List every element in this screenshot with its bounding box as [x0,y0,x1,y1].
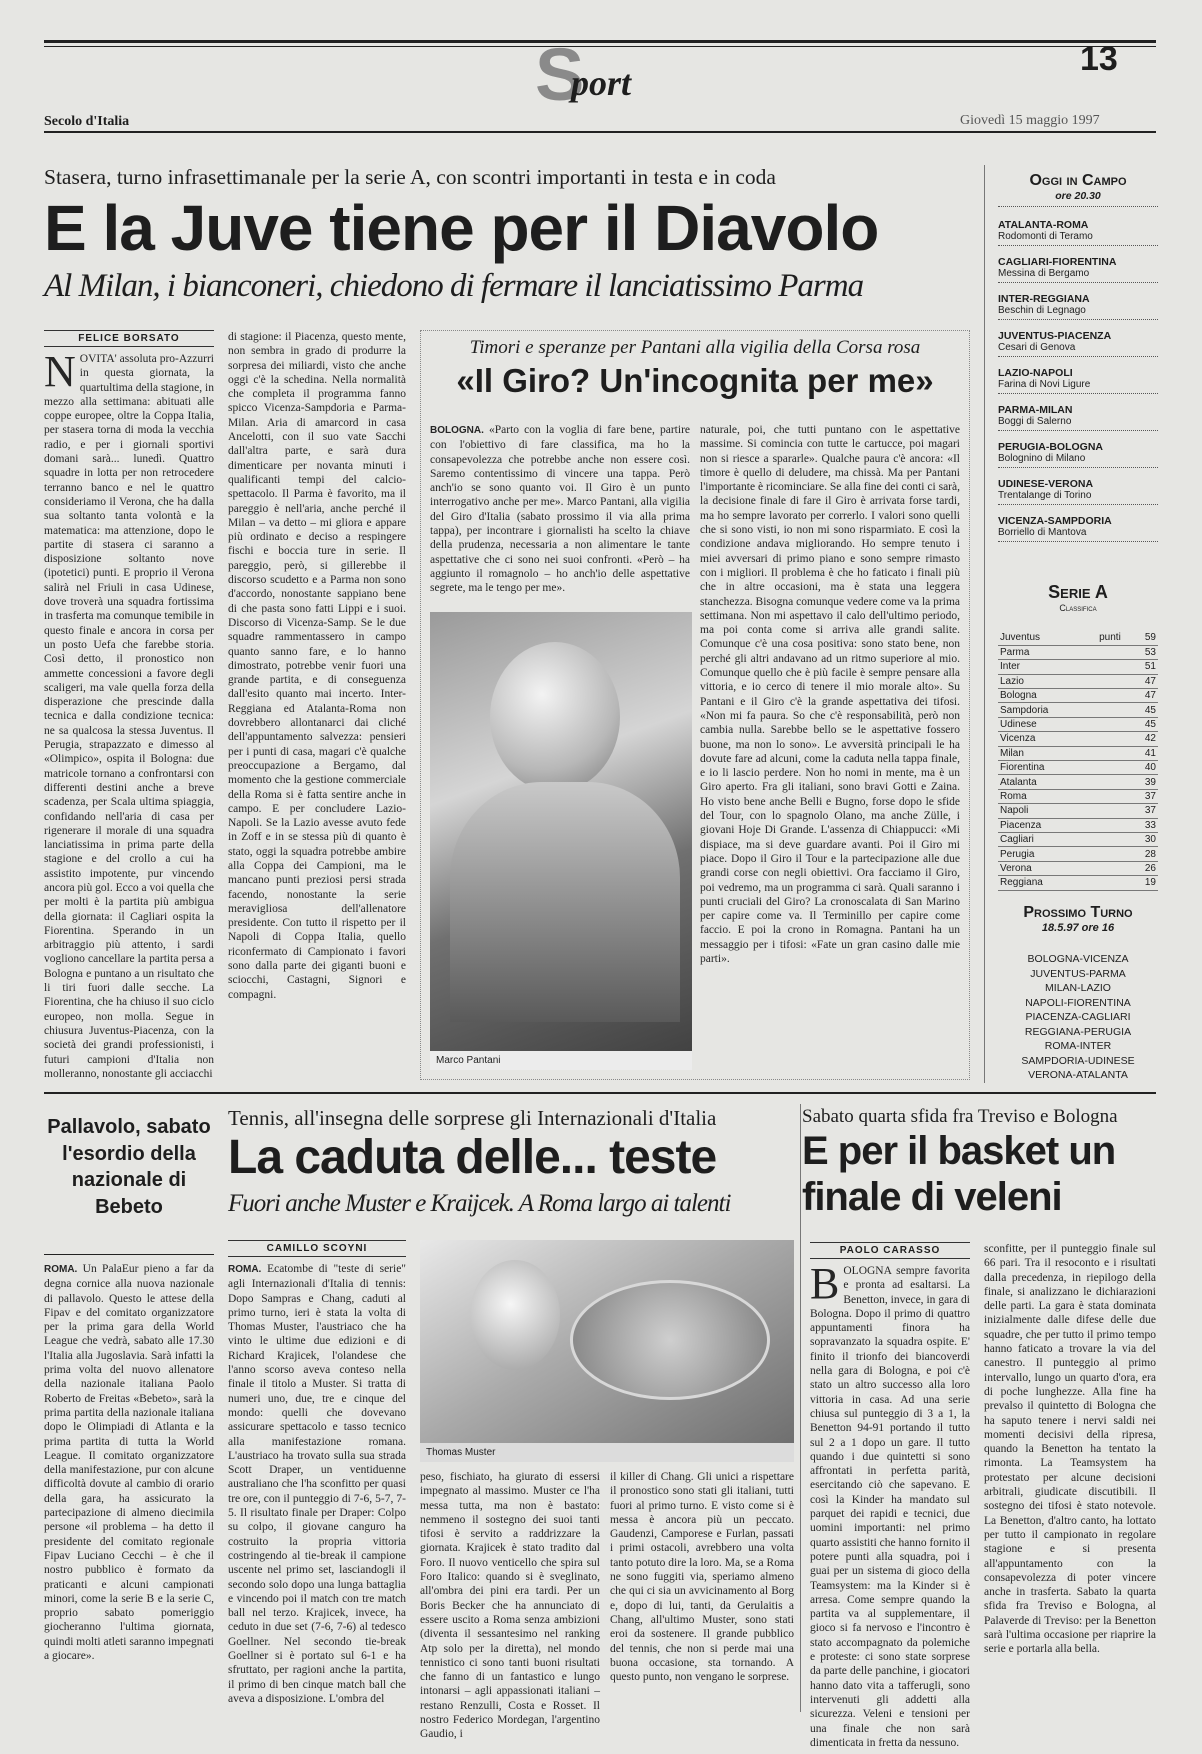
pantani-headline: «Il Giro? Un'incognita per me» [456,362,934,399]
standings-team: Atalanta [998,775,1088,789]
next-match-item: MILAN-LAZIO [1045,982,1111,994]
standings-points-label: punti [1088,631,1132,645]
standings-points: 28 [1132,847,1158,861]
pallavolo-headline: Pallavolo, sabato l'esordio della nazionale di Bebeto [47,1116,211,1218]
basket-column-b [984,1242,1156,1712]
match-item [998,404,1158,431]
match-item [998,256,1158,283]
standings-team: Cagliari [998,832,1088,846]
standings-row [998,645,1158,659]
pallavolo-dateline: ROMA. [44,1264,78,1275]
pantani-photo [430,612,692,1070]
standings-points: 45 [1132,717,1158,731]
section-divider [44,1092,1156,1094]
basket-kicker: Sabato quarta sfida fra Treviso e Bologna [802,1106,1118,1127]
prossimo-turno [998,904,1158,1083]
standings-points: 19 [1132,876,1158,890]
pantani-column-2 [700,423,960,1073]
pantani-col2-text: naturale, poi, che tutti puntano con le aspettative massime. Si comincia con tutte le cartucce, poi magari non si riesce a spararle». Qualche paura c'è ancora: «Il timore è quello di deludere, ma chissà. Ma per Pantani l'importante è ricominciare. Se alla fine dei conti ci sarà, la decisione finale di fare il Giro è arrivata forse tardi, ma ho sempre lavorato per correrlo. I valori sono quelli che si sono visti, io non mi sono risparmiato. E così la condizione andava migliorando. Ho sempre tenuto i miei avversari di primo piano e sono sempre rimasto con i migliori. Il problema è che ho faticato i finali più che in altre occasioni, ma è stata una leggera stanchezza. Bisogna comunque vedere come va la prima settimana. Non mi aspettavo il calo dell'ultimo periodo, ma poi conta come si arriva alle grandi salite. Comunque c'è una cosa positiva: sono stato bene, non perché gli altri andavano ad un ritmo superiore al mio. Comunque quello che è più facile è sempre pensare alla vittoria, e io cerco di tenere il mio morale alto». Su Pantani e il Giro c'è la grande aspettativa dei tifosi. «Non mi fa paura. So che c'è responsabilità, però non cambia nulla. Sarebbe bello se le aspettative fossero buone, ma non lo sono». Le avversità principali le ha dovute fare ad alcuni, come la caduta nella tappa finale, e io li lascio perdere. Non ho nomi in mente, ma è un Giro aperto. Fra gli italiani, sono bravi Gotti e Zaina. Ho visto bene anche Belli e Bugno, forse dopo le sfide del Tour, con lo spagnolo Olano, ma anche Zülle, i giovani Hoje Di Grande. L'assenza di Chiappucci: «Mi dispiace, ma si deve guardare avanti. Poi il Giro mi piace. Dopo il Giro il Tour e la partecipazione alle due grandi corse con negli obiettivi. Ora facciamo il Giro, poi vedremo, ma un programma ci sarà. Quali saranno i punti cruciali del Giro? La cronoscalata di San Marino per capire come va. Il Terminillo per capire come faccio. E poi la crono in Romagna. Pantani ha un messaggio per i tifosi: «Fate un gran casino dalle mie parti». [700,424,960,965]
standings-team: Piacenza [998,818,1088,832]
standings-team: Napoli [998,804,1088,818]
standings-row [998,818,1158,832]
standings-team: Reggiana [998,876,1088,890]
tennis-col-b-text: peso, fischiato, ha giurato di essersi impegnato al massimo. Muster ce l'ha messa tutta, ma non è bastato: nemmeno il sostegno dei suoi tanti tifosi è servito a raddrizzare la giornata. Krajicek è stato tradito dal Foro. Il nuovo venticello che spira sul Foro Italico: quando si è sveglinato, all'ombra dei pini era tardi. Per un Boris Becker che ha annunciato di essere uscito a Roma senza ambizioni (diventa il sessantesimo nel ranking Atp solo per la diretta), nel mondo tennistico ci sono tanti buoni risultati che fanno di un fantastico e lungo intonarsi – agli appassionati italiani – restano Renzulli, Costa e Rosset. Il nostro Federico Mordegan, l'argentino Gaudio, i [420,1471,600,1741]
section-logo-initial: S [535,33,585,116]
standings-team: Inter [998,660,1088,674]
standings-points: 51 [1132,660,1158,674]
standings-team: Roma [998,789,1088,803]
standings-team: Milan [998,746,1088,760]
standings-row [998,660,1158,674]
match-item [998,219,1158,246]
match-teams: VICENZA-SAMPDORIA [998,515,1112,527]
basket-col-b-text: sconfitte, per il punteggio finale sul 66 pari. Tra il resoconto e i risultati dalla precedenza, in riepilogo della finale, si analizzano le dichiarazioni delle parti. La gara è stata dominata inizialmente dalle difese delle due squadre, che per tutto il primo tempo hanno faticato a trovare la via del canestro. Il punteggio al primo intervallo, lungo un quarto d'ora, era di poche lunghezze. Alla fine ha prevalso il quintetto di Bologna che ha saputo tenere i nervi saldi nei momenti decisivi della ripresa, quando la Benetton ha tentato la rimonta. La Teamsystem ha protestato per alcune decisioni arbitrali, giudicate discutibili. Il sostegno dei tifosi è stato notevole. La Benetton, d'altro canto, ha lottato per tutto il campionato in regolare stagione e si presenta all'appuntamento con la consapevolezza di poter vincere anche in trasferta. Sabato la quarta sfida fra Treviso e Bologna, al Palaverde di Treviso: per la Benetton sarà l'ultima occasione per riaprire la serie e portarla alla bella. [984,1243,1156,1656]
match-item [998,441,1158,468]
match-referee: Rodomonti di Teramo [998,231,1158,246]
match-referee: Beschin di Legnago [998,305,1158,320]
standings-team: Lazio [998,674,1088,688]
match-teams: ATALANTA-ROMA [998,219,1089,231]
pantani-photo-head [490,642,620,792]
match-teams: INTER-REGGIANA [998,293,1090,305]
tennis-column-c [610,1470,794,1712]
lead-subheadline: Al Milan, i bianconeri, chiedono di fermare il lanciatissimo Parma [44,268,864,304]
tennis-kicker: Tennis, all'insegna delle sorprese gli Internazionali d'Italia [228,1106,717,1130]
section-logo [535,33,675,116]
lead-dropcap: N [44,347,76,396]
standings-row [998,832,1158,846]
standings-team: Sampdoria [998,703,1088,717]
standings-row [998,847,1158,861]
standings-row [998,631,1158,645]
lead-kicker: Stasera, turno infrasettimanale per la serie A, con scontri importanti in testa e in coda [44,165,776,189]
standings-row [998,789,1158,803]
match-item [998,515,1158,542]
standings-points: 53 [1132,645,1158,659]
standings-row [998,674,1158,688]
match-teams: JUVENTUS-PIACENZA [998,330,1112,342]
standings-points: 47 [1132,689,1158,703]
pantani-photo-body [450,782,680,1022]
standings-points: 39 [1132,775,1158,789]
next-match-item: VERONA-ATALANTA [1028,1069,1128,1081]
serie-a-title: Serie A [1048,582,1108,602]
standings-team: Udinese [998,717,1088,731]
next-match-item: JUVENTUS-PARMA [1030,967,1126,980]
lead-headline: E la Juve tiene per il Diavolo [44,192,879,264]
basket-column-a [810,1259,971,1749]
muster-photo [420,1240,794,1462]
oggi-title: Oggi in Campo [1029,172,1127,189]
tennis-column-b [420,1470,600,1741]
tennis-col-c-text: il killer di Chang. Gli unici a rispettare il pronostico sono stati gli italiani, tutti fuori al primo turno. E visto come si è messa è ancora più un peccato. Gaudenzi, Camporese e Furlan, passati i primi ostacoli, avrebbero una volta tanto potuto dire la loro. Ma, se a Roma ne sono fuggiti via, speriamo almeno che qui ci sia un avvicinamento al Borg e, dopo di lui, tanti, da Gerulaitis a Chang, all'ultimo Muster, sono stati eroi da sostenere. Il grande pubblico del tennis, che non si perde mai una buona occasione, sta tornando. A questo punto, non vengano le sorprese. [610,1471,794,1684]
standings-team: Parma [998,645,1088,659]
pallavolo-column [44,1262,214,1712]
standings-points: 33 [1132,818,1158,832]
match-teams: CAGLIARI-FIORENTINA [998,256,1117,268]
next-match-item: PIACENZA-CAGLIARI [1025,1011,1131,1023]
match-teams: UDINESE-VERONA [998,478,1094,490]
match-referee: Farina di Novi Ligure [998,379,1158,394]
standings-row [998,861,1158,875]
standings-points: 45 [1132,703,1158,717]
standings-row [998,761,1158,775]
serie-a-standings [998,582,1158,891]
pantani-dateline: BOLOGNA. [430,425,484,436]
lead-col1-text: OVITA' assoluta pro-Azzurri in questa giornata, la quartultima della stagione, in mezzo alla settimana: abituati alle coppe europee, oltre la Coppa Italia, per stasera torna di moda la vecchia radio, e per i giornali sportivi domani sarà... lunedì. Quattro squadre in lotta per non retrocedere terranno banco e nel le quattro consideriamo il Verona, che ha dalla sua soltanto tanta volontà e la matematica: ma attenzione, dopo le partite di stasera ci saranno a disposizione soltanto nove (ipotetici) punti. E proprio il Verona salirà nel Friuli in casa Udinese, dove troverà una squadra fortissima in trasferta ma comunque temibile in questo finale e ancora in corsa per un posto Uefa che farebbe storia. Così detto, il pronostico non ammette concessioni a favore degli scaligeri, ma vale quella forza della disperazione che prescinde dalla tecnica e dalla condizione tecnica: ne sa qualcosa la stessa Juventus. Il Perugia, strapazzato e dimesso al «Olimpico», ospita il Bologna: due matricole tornano a confrontarsi con differenti destini anche a breve scadenza, per Scala ultima spiaggia, confidando nell'aria di casa per rigenerare il morale di una squadra lanciatissima in prima parte della stagione e del crollo a cui ha assistito impotente, pur vincendo ancora più gol. Ecco a voi quella che per molti è la partita più ambigua della giornata: il Cagliari ospita la Fiorentina. Sperando in un arbitraggio più attento, i sardi vogliono cancellare la partita persa a Bologna e puntano a un risultato che li tiri fuori dalle secche. La Fiorentina, che ha chiuso il suo ciclo europeo, non molla. Segue in chiusura Juventus-Piacenza, con la società dei grandi professionisti, i futuri campioni d'Italia non molleranno, nonostante gli acciacchi [44,353,214,1080]
tennis-col-a-text: Ecatombe di "teste di serie" agli Internazionali d'Italia di tennis: Dopo Sampras e Chang, caduti al primo turno, ieri è stata la volta di Thomas Muster, l'austriaco che ha vinto le ultime due edizioni e di Richard Krajicek, l'olandese che l'anno scorso aveva conteso nella finale il titolo a Muster. Si tratta di numeri uno, due, tre e cinque del mondo: quelli che dovevano assicurare spettacolo e tasso tecnico alla manifestazione romana. L'austriaco ha trovato sulla sua strada Scott Draper, un ventiduenne australiano che l'ha sconfitto per quasi tre ore, con il punteggio di 7-6, 5-7, 7-5. Il risultato finale per Draper: Colpo su colpo, il giovane canguro ha costruito la propria vittoria costringendo al tie-break il campione uscente nel primo set, lasciandogli il secondo solo dopo una lunga battaglia e vincendo poi il match con tre match ball nel terzo. Krajicek, invece, ha ceduto in due set (7-6, 7-6) al tedesco Goellner. Nel secondo tie-break Goellner si è portato sul 6-1 e ha sfruttato, per ragioni anche la partita, il primo di ben cinque match ball che aveva a disposizione. L'ombra del [228,1263,407,1705]
standings-row [998,775,1158,789]
pallavolo-text: Un PalaEur pieno a far da degna cornice alla nuova nazionale di pallavolo. Questo le attese della Fipav e del comitato organizzatore per la prima gara della World League che vedrà, sabato alle 17.30 l'Italia alla Jugoslavia. Sarà infatti la prima volta del nuovo allenatore della nazionale italiana Paolo Roberto de Freitas «Bebeto», sarà la prima partita della nazionale italiana dopo le Olimpiadi di Atlanta e la prima partita di tutta la World League. Il comitato organizzatore della manifestazione, pur con alcune difficoltà dovute al cambio di orario della gara, ha assicurato la partecipazione di almeno diecimila persone «il problema – ha detto il presidente del comitato regionale Fipav Luciano Cecchi – è che il nostro pubblico è formato da praticanti e alcuni campionati minori, come la serie B e la serie C, proprio sabato pomeriggio giocheranno l'ultima giornata, quindi molti atleti saranno impegnati a giocare». [44,1263,215,1663]
match-teams: LAZIO-NAPOLI [998,367,1073,379]
newspaper-name: Secolo d'Italia [44,114,130,129]
tennis-headline: La caduta delle... teste [228,1131,717,1184]
standings-row [998,703,1158,717]
standings-team: Vicenza [998,732,1088,746]
basket-dropcap: B [810,1259,840,1308]
section-logo-text: port [571,63,632,103]
match-referee: Bolognino di Milano [998,453,1158,468]
pantani-kicker: Timori e speranze per Pantani alla vigilia della Corsa rosa [469,337,921,358]
pantani-photo-caption: Marco Pantani [430,1051,692,1070]
standings-row [998,876,1158,890]
standings-row [998,732,1158,746]
match-item [998,478,1158,505]
pallavolo-rule [44,1254,214,1255]
tennis-subheadline: Fuori anche Muster e Kraijcek. A Roma largo ai talenti [228,1190,731,1217]
issue-date: Giovedì 15 maggio 1997 [960,113,1100,128]
pantani-column-1 [430,423,690,608]
match-referee: Borriello di Mantova [998,527,1158,542]
standings-team: Perugia [998,847,1088,861]
standings-points: 37 [1132,789,1158,803]
prossimo-date: 18.5.97 ore 16 [1041,922,1115,934]
next-match-item: ROMA-INTER [1044,1040,1112,1052]
match-referee: Messina di Bergamo [998,268,1158,283]
standings-points: 30 [1132,832,1158,846]
next-match-item: NAPOLI-FIORENTINA [1025,996,1131,1009]
next-match-item: BOLOGNA-VICENZA [1027,953,1129,965]
pantani-col1-text: «Parto con la voglia di fare bene, partire con l'obiettivo di fare classifica, ma ho la consapevolezza che potrebbe anche non essere così. Saremo contentissimo di vincere una tappa. Però anch'io se sono quanto voi. Il Giro è un punto interrogativo anche per me». Marco Pantani, alla vigilia del Giro d'Italia (sabato prossimo il via alla prima tappa), per incontrare i giornalisti ha scelto la chiave della prudenza, necessaria a non alimentare le tante aspettative che ci sono nei suoi confronti. «Però – ha aggiunto il romagnolo – ho anch'io delle aspettative segrete, ma le tengo per me». [430,424,691,595]
match-referee: Boggi di Salerno [998,416,1158,431]
standings-row [998,804,1158,818]
muster-photo-trophy [570,1280,770,1400]
standings-points: 37 [1132,804,1158,818]
standings-points: 47 [1132,674,1158,688]
masthead-rule [44,131,1156,133]
standings-team: Fiorentina [998,761,1088,775]
next-match-item: REGGIANA-PERUGIA [1024,1025,1132,1038]
standings-team: Bologna [998,689,1088,703]
oggi-in-campo [998,172,1158,552]
prossimo-title: Prossimo Turno [1023,904,1133,921]
standings-points: 41 [1132,746,1158,760]
match-item [998,330,1158,357]
muster-photo-caption: Thomas Muster [420,1443,794,1462]
match-referee: Trentalange di Torino [998,490,1158,505]
standings-row [998,689,1158,703]
match-teams: PARMA-MILAN [998,404,1073,416]
match-item [998,367,1158,394]
tennis-column-a [228,1262,406,1712]
sidebar-divider [984,165,985,1083]
next-match-item: SAMPDORIA-UDINESE [1021,1054,1135,1067]
oggi-match-list [998,219,1158,542]
standings-points: 26 [1132,861,1158,875]
standings-points: 59 [1132,631,1158,645]
match-teams: PERUGIA-BOLOGNA [998,441,1103,453]
basket-col-a-text: OLOGNA sempre favorita e pronta ad esaltarsi. La Benetton, invece, in gara di Bologna. Dopo il primo di quattro appuntamenti finora ha sopravanzato la squadra ospite. E' finito il trionfo dei biancoverdi nella gara di Bologna, e poi c'è stato un altro successo alla loro vittoria in casa. Ad una serie chiusa sul punteggio di 3 a 1, la Benetton 94-91 portando il tutto sul 2 a 1 dopo un gare. Il tutto quando i due quintetti si sono affrontati in perfetta parità, esercitando ciò che sapevano. E così la Kinder ha mandato sul parquet dei rapidi e tecnici, due uomini importanti: nel primo quarto assistiti che hanno fornito il potere punti alla squadra, poi i guai per un sistema di gioco della Teamsystem: ma la Kinder si è arresa. Come sempre quando la partita va al supplementare, il gioco si fa nervoso e l'incontro è stato accompagnato da polemiche e proteste: ci sono state sorprese da parte delle panchine, i giocatori hanno dato vita a tafferugli, sono intervenuti gli addetti alla sicurezza. Veleni e tensioni per una finale che non sarà dimenticata in fretta da nessuno. [810,1265,971,1749]
lead-column-2 [228,330,406,1078]
oggi-time: ore 20.30 [998,190,1158,207]
lead-col2-text: di stagione: il Piacenza, questo mente, non sembra in grado di produrre la sorpresa dei miliardi, visto che anche oggi c'è la schedina. Nella normalità che completa il programma fanno spicco Vicenza-Sampdoria e Parma-Milan. Aria di amarcord in casa Ancelotti, con il suo vate Sacchi dall'altra parte, e sarà dura dimenticare per novanta minuti i qualificanti tempi del calcio-spettacolo. Il Parma è favorito, ma il pareggio è nell'aria, anche perché il Milan – va detto – mi gliora e appare più ordinato e deciso a respingere fischi e boccia ture in serie. Il pareggio, però, si gillerebbe il discorso scudetto e a Parma non sono d'accordo, nonostante sappiano bene di che pasta sono fatti Lippi e i suoi. Discorso di Vicenza-Samp. Se le due squadre rammentassero in campo quanto sanno fare, e lo hanno dimostrato, potrebbe venir fuori una grande partita, e di conseguenza dall'esito quanto mai incerto. Inter-Reggiana ed Atalanta-Roma non dovrebbero allontanarci dai cliché dell'appuntamento salvezza: pensieri per i punti di casa, magari c'è qualche preoccupazione a Bergamo, dal momento che la gestione commerciale della Roma si è fatta sentire anche in campo. E per concludere Lazio-Napoli. Se la Lazio avesse avuto fede in Zoff e in se stessa più di quanto è stato, oggi la squadra potrebbe ambire alla Coppa dei Campioni, ma le mancano punti preziosi persi strada facendo, nonostante la serie meravigliosa dell'allenatore presidente. Con tutto il rispetto per il Napoli di Coppa Italia, quello riconfermato di Campionato i favori sono dalla parte dei giganti buoni e sciocchi, Castagni, Signori e compagni. [228,331,406,1001]
match-referee: Cesari di Genova [998,342,1158,357]
lead-column-1 [44,347,214,1080]
tennis-byline: CAMILLO SCOYNI [228,1240,406,1257]
standings-points: 42 [1132,732,1158,746]
standings-row [998,717,1158,731]
serie-a-subtitle: Classifica [1059,603,1097,613]
standings-table [998,631,1158,891]
standings-team: Juventus [998,631,1088,645]
standings-team: Verona [998,861,1088,875]
match-item [998,293,1158,320]
tennis-dateline: ROMA. [228,1264,262,1275]
muster-photo-head [470,1260,560,1370]
page-number: 13 [1080,40,1118,78]
standings-row [998,746,1158,760]
lead-byline: FELICE BORSATO [44,330,214,347]
basket-headline: E per il basket un finale di veleni [802,1129,1116,1219]
standings-points: 40 [1132,761,1158,775]
basket-byline: PAOLO CARASSO [810,1242,970,1259]
prossimo-match-list [998,952,1158,1083]
